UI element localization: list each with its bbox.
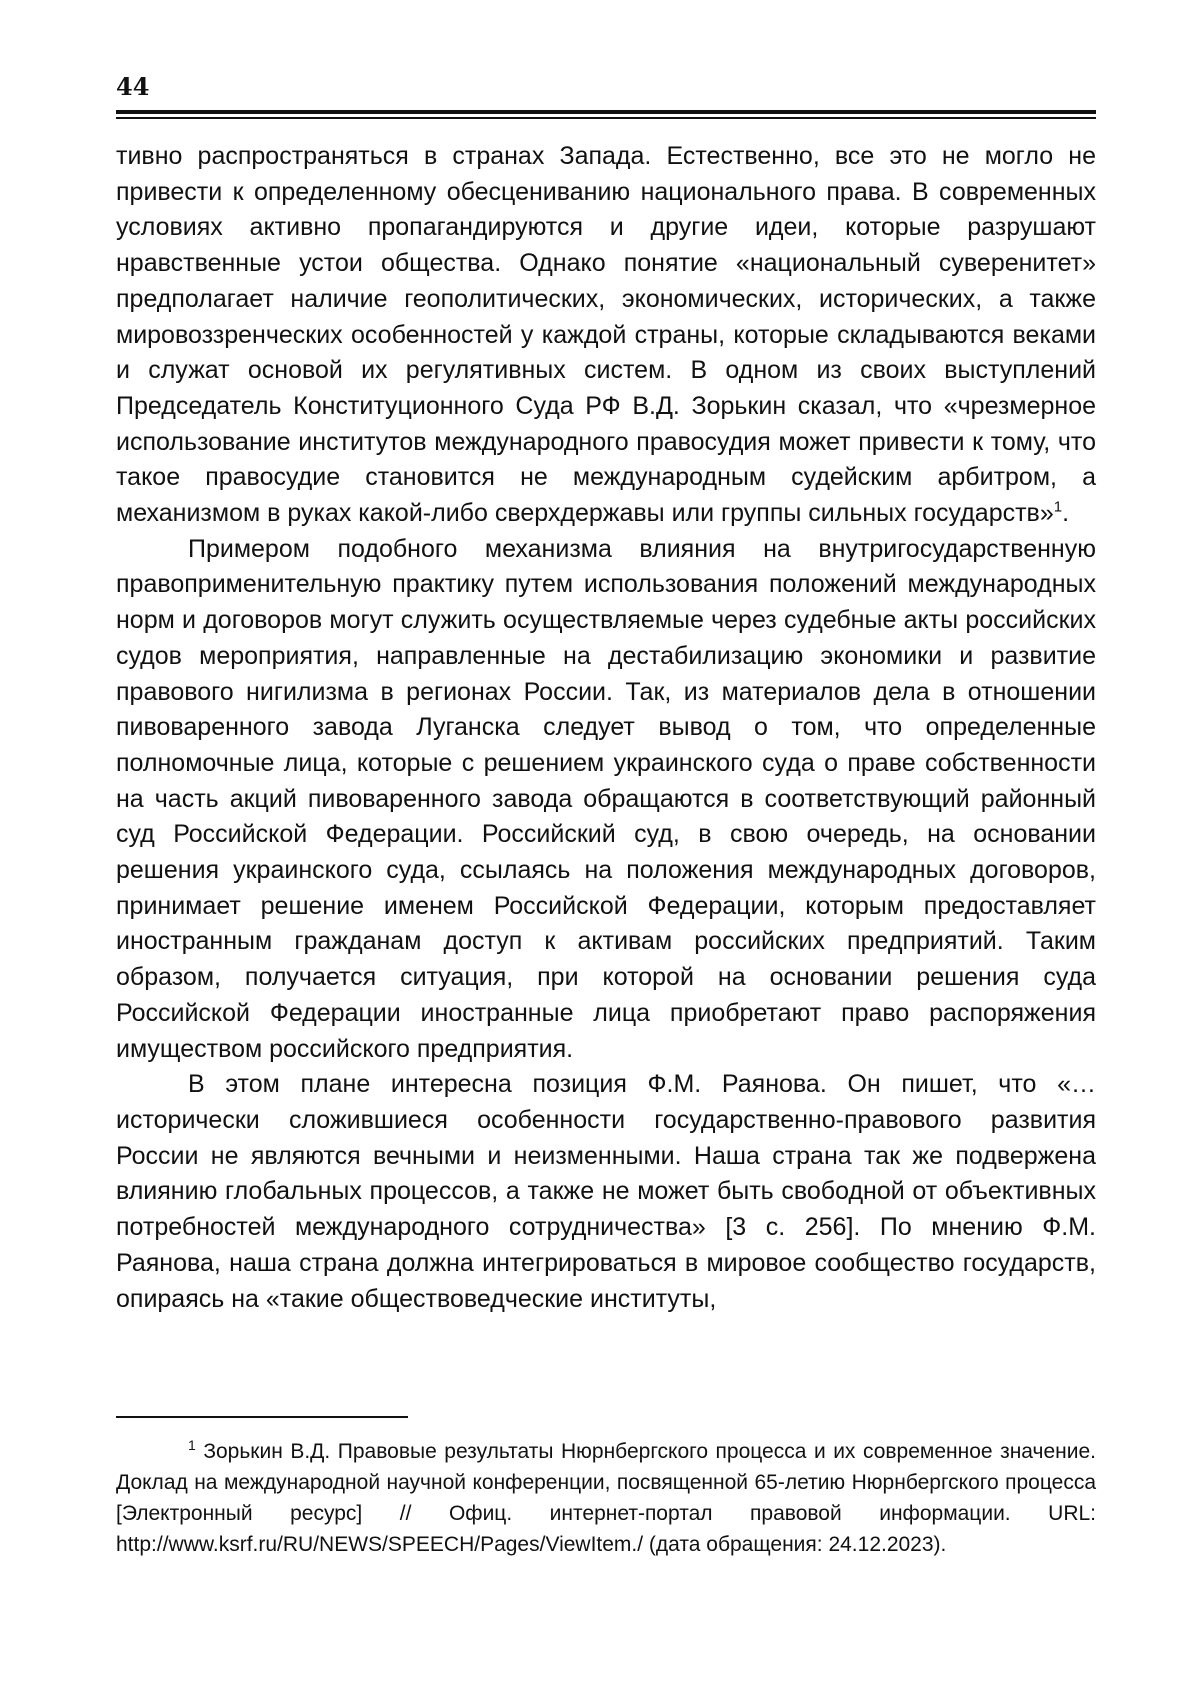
paragraph-1-end: . — [1062, 499, 1070, 528]
paragraph-1 — [116, 139, 1096, 532]
paragraph-1-text: тивно распространяться в странах Запада. Естественно, все это не могло не привести к определенному обесцениванию национального права. В современных условиях активно пропагандируются и другие идеи, которые разрушают нравственные устои общества. Однако понятие «национальный суверенитет» предполагает наличие геополитических, экономических, исторических, а также мировоззренческих особенностей у каждой страны, которые складываются веками и служат основой их регулятивных систем. В одном из своих выступлений Председатель Конституционного Суда РФ В.Д. Зорькин сказал, что «чрезмерное использование институтов международного правосудия может привести к тому, что такое правосудие становится не международным судейским арбитром, а механизмом в руках какой-либо сверхдержавы или группы сильных государств» — [116, 142, 1096, 528]
paragraph-2: Примером подобного механизма влияния на внутригосударственную правоприменительную практику путем использования положений международных норм и договоров могут служить осуществляемые через судебные акты российских судов мероприятия, направленные на дестабилизацию экономики и развитие правового нигилизма в регионах России. Так, из материалов дела в отношении пивоваренного завода Луганска следует вывод о том, что определенные полномочные лица, которые с решением украинского суда о праве собственности на часть акций пивоваренного завода обращаются в соответствующий районный суд Российской Федерации. Российский суд, в свою очередь, на основании решения украинского суда, ссылаясь на положения международных договоров, принимает решение именем Российской Федерации, которым предоставляет иностранным гражданам доступ к активам российских предприятий. Таким образом, получается ситуация, при которой на основании решения суда Российской Федерации иностранные лица приобретают право распоряжения имуществом российского предприятия. — [116, 534, 1096, 1063]
header-rule-thick — [116, 110, 1096, 114]
paragraph-3: В этом плане интересна позиция Ф.М. Раянова. Он пишет, что «…исторически сложившиеся особенности государственно-правового развития России не являются вечными и неизменными. Наша страна так же подвержена влиянию глобальных процессов, а также не может быть свободной от объективных потребностей международного сотрудничества» [3 с. 256]. По мнению Ф.М. Раянова, наша страна должна интегрироваться в мировое сообщество государств, опираясь на «такие обществоведческие институты, — [116, 1070, 1096, 1313]
page-number: 44 — [116, 72, 150, 101]
header-rule-thin — [116, 117, 1096, 119]
footnote-text: Зорькин В.Д. Правовые результаты Нюрнбергского процесса и их современное значение. Доклад на международной научной конференции, посвященной 65-летию Нюрнбергского процесса [Электронный ресурс] // Офиц. интернет-портал правовой информации. URL: http://www.ksrf.ru/RU/NEWS/SPEECH/Pages/ViewItem./ (дата обращения: 24.12.2023). — [116, 1440, 1096, 1556]
body-text — [116, 139, 1096, 1317]
footnote — [116, 1436, 1096, 1560]
footnote-reference[interactable]: 1 — [1053, 498, 1063, 516]
footnote-marker: 1 — [188, 1437, 196, 1453]
footnote-separator — [116, 1416, 408, 1418]
